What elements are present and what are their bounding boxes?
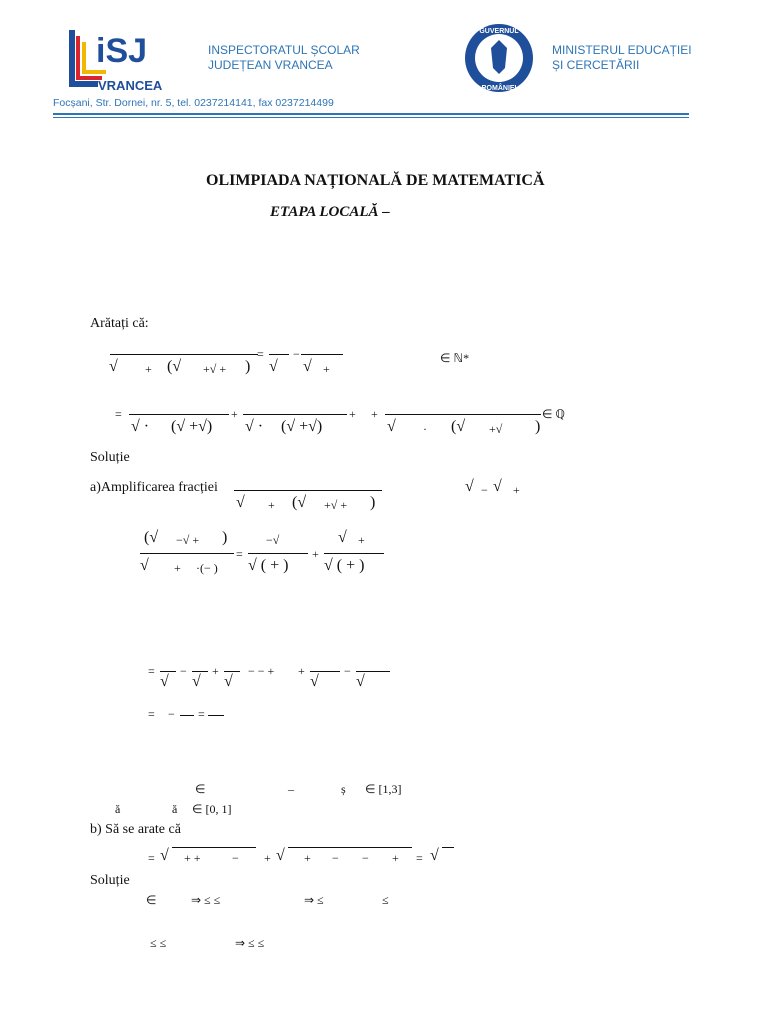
- row1-element-of: ∈: [146, 893, 157, 907]
- header-rule-bottom: [53, 117, 689, 118]
- element-of-symbol: ∈: [195, 782, 206, 796]
- header-rule-top: [53, 113, 689, 115]
- set-rationals: ∈ ℚ: [542, 407, 565, 421]
- problem-statement: Arătați că:: [90, 316, 149, 331]
- formula-4: √ − √ +: [465, 478, 520, 497]
- conclusion-line-1: [195, 782, 425, 800]
- solution-heading-1: Soluție: [90, 450, 130, 465]
- interval-1: ∈ [1,3]: [365, 782, 402, 796]
- svg-text:VRANCEA: VRANCEA: [98, 78, 163, 93]
- row2-leq: ≤ ≤: [150, 936, 167, 950]
- formula-5: (√ −√ + ) √ + ·(− ) = −√ √ ( + ) + √ + √ ( + ): [138, 527, 398, 587]
- formula-6: = √ − √ + √ − − + + √ − √: [148, 660, 398, 690]
- row1-implies-1: ⇒ ≤ ≤: [191, 893, 221, 907]
- row1-leq: ≤: [382, 893, 389, 907]
- part-b-label: b) Să se arate că: [90, 822, 181, 837]
- dash-symbol: –: [288, 782, 294, 796]
- ministry-name-line2: ȘI CERCETĂRII: [552, 58, 640, 72]
- svg-text:iSJ: iSJ: [96, 32, 148, 70]
- set-naturals: ∈ ℕ*: [440, 351, 470, 365]
- letter-a-2: ă: [172, 802, 178, 816]
- row2-implies: ⇒ ≤ ≤: [235, 936, 265, 950]
- isj-name-line1: INSPECTORATUL ȘCOLAR: [208, 43, 360, 57]
- isj-logo: [68, 22, 193, 94]
- government-seal: [463, 22, 535, 94]
- formula-8: = √ + + − + √ + − − + = √: [148, 843, 468, 871]
- formula-3: √ + (√ +√ + ): [230, 478, 390, 523]
- formula-1: √ + (√ +√ + ) = √ − √ +: [105, 340, 465, 385]
- conj-s: ș: [341, 782, 346, 796]
- isj-name-line2: JUDEȚEAN VRANCEA: [208, 58, 333, 72]
- document-title: OLIMPIADA NAȚIONALĂ DE MATEMATICĂ: [206, 172, 545, 189]
- address-line: Focșani, Str. Dornei, nr. 5, tel. 0237214141, fax 0237214499: [53, 97, 334, 109]
- ministry-name: [552, 43, 692, 73]
- solution-b-row-2: [150, 936, 320, 954]
- svg-text:ROMÂNIEI: ROMÂNIEI: [481, 85, 517, 92]
- formula-2: = √ · (√ +√) + √ · (√ +√) + + √ · (√ +√ ): [115, 407, 541, 436]
- row1-implies-2: ⇒ ≤: [304, 893, 324, 907]
- interval-2: ∈ [0, 1]: [192, 802, 232, 816]
- formula-7: = − =: [148, 707, 238, 727]
- conclusion-line-2: [115, 802, 275, 820]
- svg-text:GUVERNUL: GUVERNUL: [479, 28, 519, 35]
- ministry-name-line1: MINISTERUL EDUCAȚIEI: [552, 43, 692, 57]
- solution-heading-2: Soluție: [90, 873, 130, 888]
- isj-name: [208, 43, 360, 73]
- part-a-label: a)Amplificarea fracției: [90, 480, 218, 495]
- solution-b-row-1: [146, 893, 396, 911]
- document-subtitle: ETAPA LOCALĂ –: [270, 204, 390, 220]
- letter-a-1: ă: [115, 802, 121, 816]
